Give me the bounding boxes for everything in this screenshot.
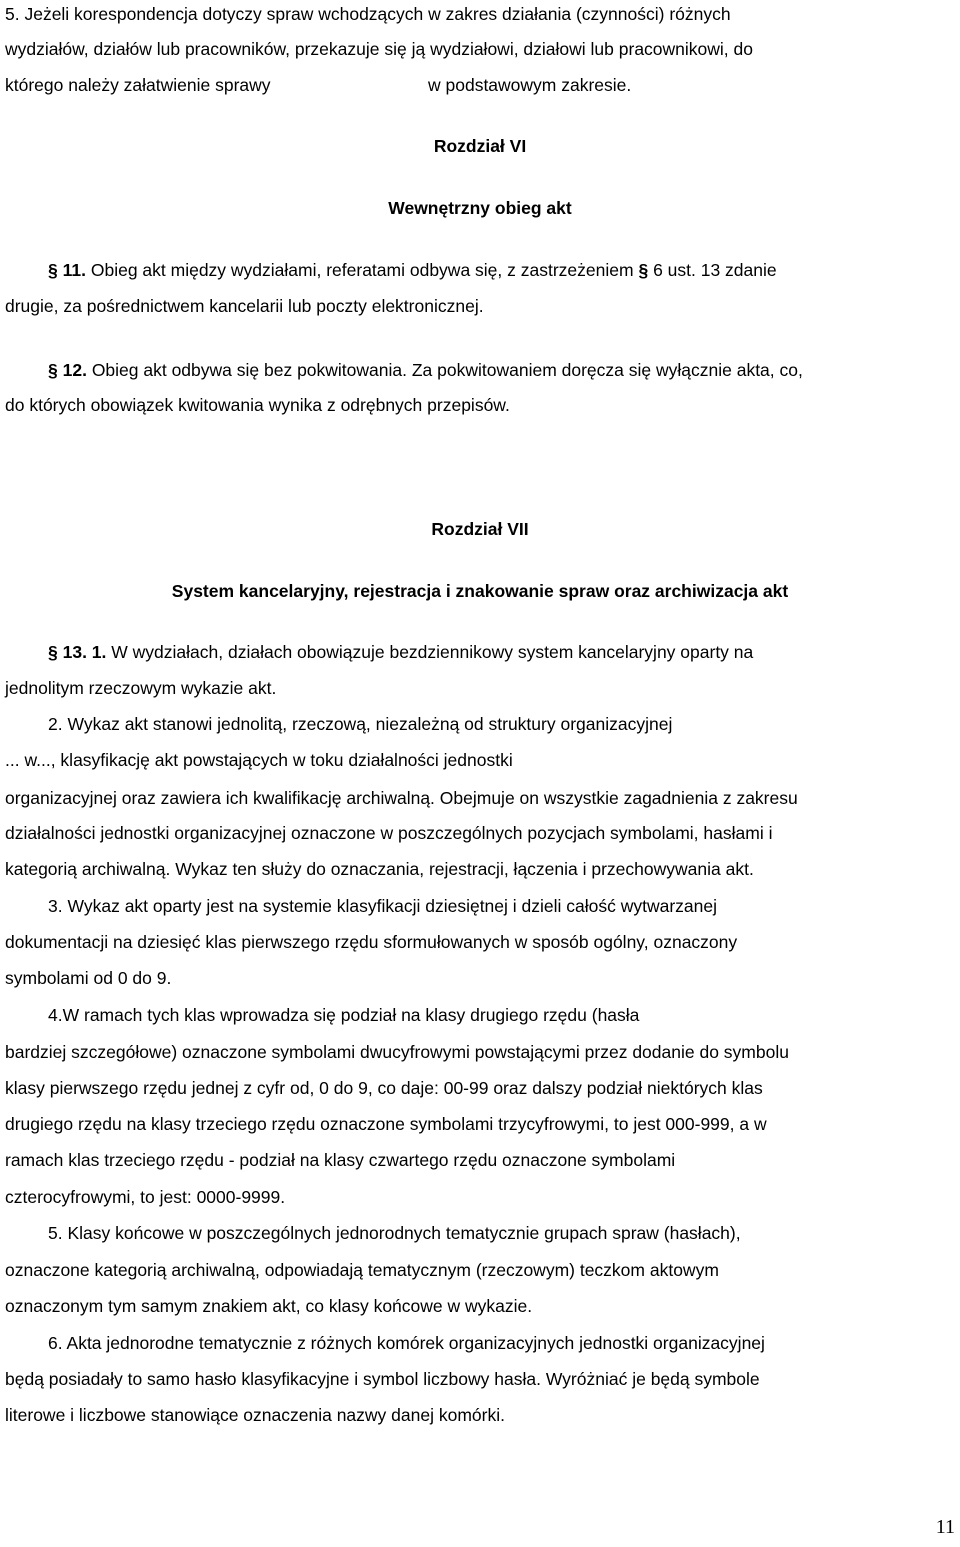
section-13-2-line-3: organizacyjnej oraz zawiera ich kwalifikację archiwalną. Obejmuje on wszystkie zagadnienia z zakresu — [5, 788, 798, 808]
section-sign: § — [638, 260, 649, 280]
section-11-text-a: Obieg akt między wydziałami, referatami odbywa się, z zastrzeżeniem — [90, 260, 634, 280]
section-13-2-line-4: działalności jednostki organizacyjnej oznaczone w poszczególnych pozycjach symbolami, hasłami i — [5, 823, 773, 843]
section-13-5-line-2: oznaczone kategorią archiwalną, odpowiadają tematycznym (rzeczowym) teczkom aktowym — [5, 1260, 719, 1280]
section-13-6-line-3: literowe i liczbowe stanowiące oznaczenia nazwy danej komórki. — [5, 1405, 505, 1425]
section-13-3-line-2: dokumentacji na dziesięć klas pierwszego rzędu sformułowanych w sposób ogólny, oznaczony — [5, 932, 738, 952]
section-11-text-b: 6 ust. 13 zdanie — [653, 260, 777, 280]
section-13-4-line-3: klasy pierwszego rzędu jednej z cyfr od, 0 do 9, co daje: 00-99 oraz dalszy podział niektórych klas — [5, 1078, 763, 1098]
section-13-1-line-2: jednolitym rzeczowym wykazie akt. — [5, 678, 277, 698]
section-13-5-line-3: oznaczonym tym samym znakiem akt, co klasy końcowe w wykazie. — [5, 1296, 533, 1316]
section-13-number: 13. 1. — [62, 642, 107, 662]
section-13-6-line-2: będą posiadały to samo hasło klasyfikacyjne i symbol liczbowy hasła. Wyróżniać je będą symbole — [5, 1369, 760, 1389]
section-12-line-1 — [48, 359, 803, 381]
section-13-4-line-1: 4.W ramach tych klas wprowadza się podział na klasy drugiego rzędu (hasła — [48, 1005, 640, 1025]
section-13-4-line-2: bardziej szczegółowe) oznaczone symbolami dwucyfrowymi powstającymi przez dodanie do symbolu — [5, 1042, 789, 1062]
section-13-2-line-2: ... w..., klasyfikację akt powstających w toku działalności jednostki — [5, 750, 513, 770]
paragraph-5-line-2: wydziałów, działów lub pracowników, przekazuje się ją wydziałowi, działowi lub pracownikowi, do — [5, 39, 753, 59]
paragraph-5-line-3a: którego należy załatwienie sprawy — [5, 75, 271, 95]
section-11-line-1 — [48, 259, 777, 281]
section-12-text: Obieg akt odbywa się bez pokwitowania. Za pokwitowaniem doręcza się wyłącznie akta, co, — [91, 360, 803, 380]
section-12-line-2: do których obowiązek kwitowania wynika z odrębnych przepisów. — [5, 395, 510, 415]
section-12-number: 12. — [62, 360, 87, 380]
item-6-number: 6. — [48, 1333, 63, 1353]
section-13-1-text: W wydziałach, działach obowiązuje bezdziennikowy system kancelaryjny oparty na — [111, 642, 754, 662]
section-13-4-line-4: drugiego rzędu na klasy trzeciego rzędu oznaczone symbolami trzycyfrowymi, to jest 000-999, a w — [5, 1114, 767, 1134]
section-13-6-line-1: 6. Akta jednorodne tematycznie z różnych komórek organizacyjnych jednostki organizacyjnej — [48, 1333, 765, 1353]
section-13-line-1 — [48, 641, 753, 663]
section-sign: § — [48, 642, 58, 662]
chapter-7-title: Rozdział VII — [431, 519, 529, 539]
item-5-number: 5. — [48, 1223, 63, 1243]
paragraph-5-line-3b: w podstawowym zakresie. — [428, 75, 632, 95]
item-3-number: 3. — [48, 896, 63, 916]
section-13-5-line-1: 5. Klasy końcowe w poszczególnych jednorodnych tematycznie grupach spraw (hasłach), — [48, 1223, 741, 1243]
item-2-number: 2. — [48, 714, 63, 734]
section-11-line-2: drugie, za pośrednictwem kancelarii lub poczty elektronicznej. — [5, 296, 484, 316]
item-4-number: 4. — [48, 1005, 63, 1025]
chapter-6-subtitle: Wewnętrzny obieg akt — [388, 198, 572, 218]
section-sign: § — [48, 360, 58, 380]
section-13-2-line-1: 2. Wykaz akt stanowi jednolitą, rzeczową, niezależną od struktury organizacyjnej — [48, 714, 673, 734]
section-13-2-line-5: kategorią archiwalną. Wykaz ten służy do oznaczania, rejestracji, łączenia i przechowywania akt. — [5, 859, 754, 879]
section-sign: § — [48, 260, 58, 280]
section-11-number: 11. — [62, 260, 86, 280]
section-13-3-line-3: symbolami od 0 do 9. — [5, 968, 172, 988]
chapter-7-subtitle: System kancelaryjny, rejestracja i znakowanie spraw oraz archiwizacja akt — [171, 581, 789, 601]
paragraph-5-line-1: 5. Jeżeli korespondencja dotyczy spraw wchodzących w zakres działania (czynności) różnych — [5, 4, 731, 24]
section-13-3-line-1: 3. Wykaz akt oparty jest na systemie klasyfikacji dziesiętnej i dzieli całość wytwarzanej — [48, 896, 718, 916]
section-13-4-line-6: czterocyfrowymi, to jest: 0000-9999. — [5, 1187, 286, 1207]
page-number: 11 — [935, 1516, 955, 1538]
section-13-4-line-5: ramach klas trzeciego rzędu - podział na klasy czwartego rzędu oznaczone symbolami — [5, 1150, 676, 1170]
chapter-6-title: Rozdział VI — [433, 136, 527, 156]
